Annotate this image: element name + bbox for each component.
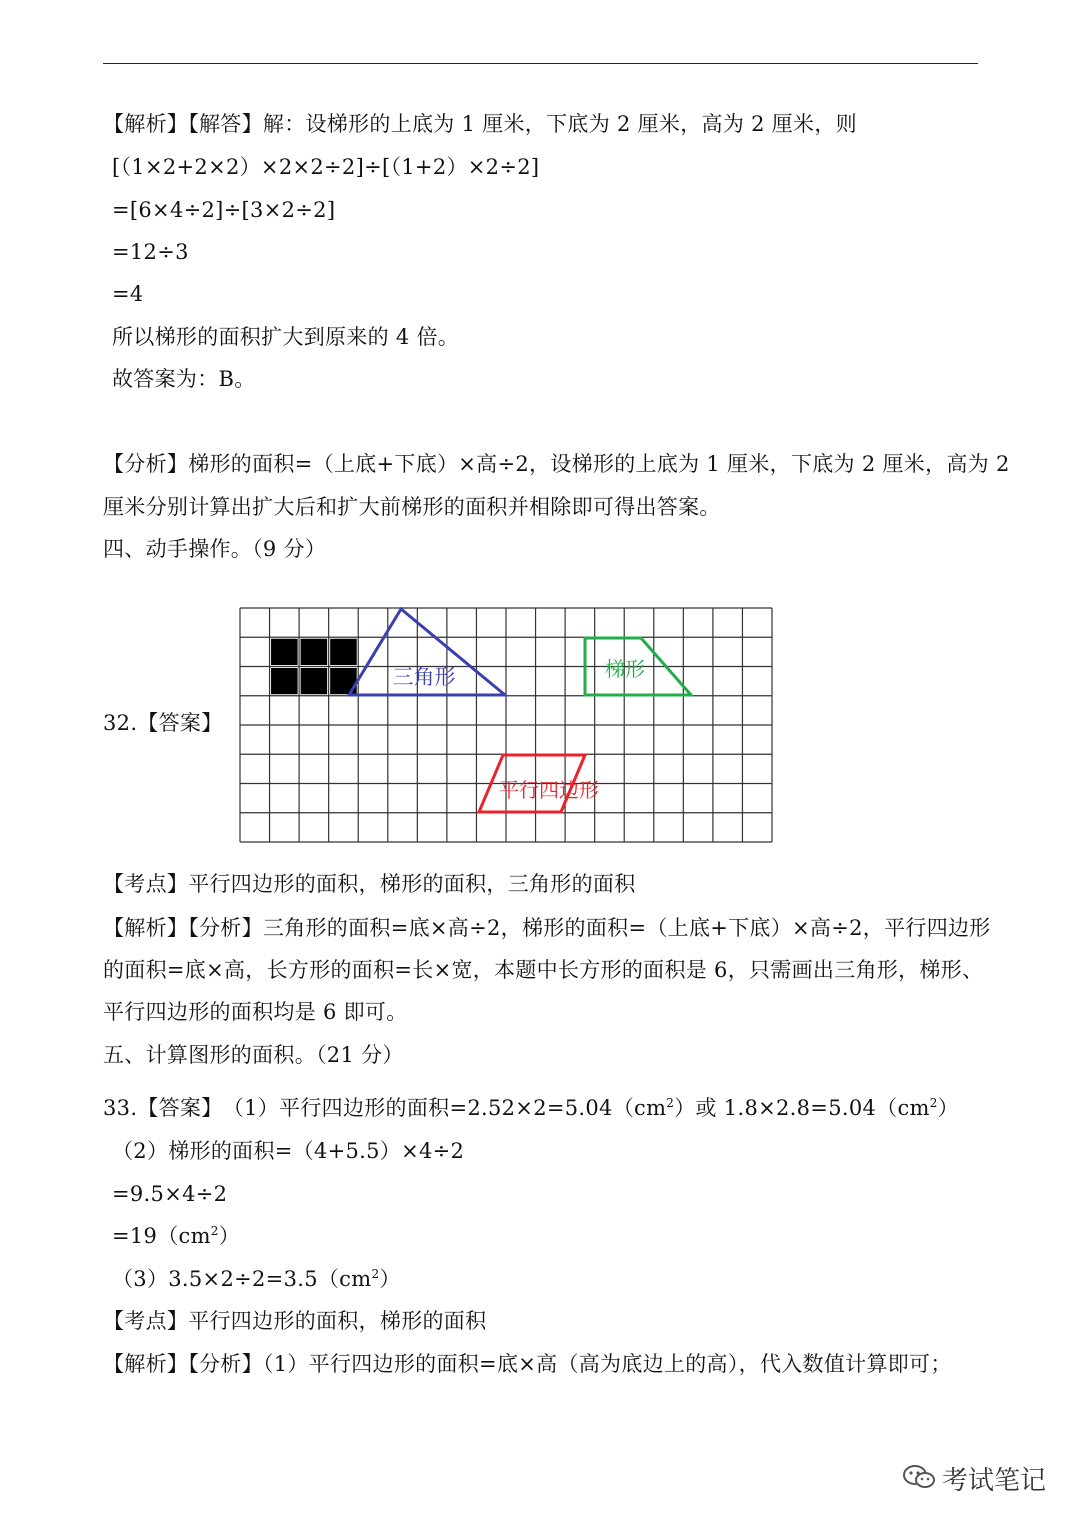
text-line: 故答案为：B。	[112, 367, 256, 391]
filled-square	[301, 668, 328, 694]
text-line: 的面积=底×高，长方形的面积=长×宽，本题中长方形的面积是 6，只需画出三角形，梯形、	[103, 958, 984, 982]
text-line: 【分析】梯形的面积=（上底+下底）×高÷2，设梯形的上底为 1 厘米，下底为 2 厘米，高为 2	[103, 452, 1010, 476]
text-line: $=19(cm^2)$	[112, 1224, 241, 1248]
grid-figure	[239, 607, 773, 843]
filled-square	[271, 668, 298, 694]
text-line: （2）梯形的面积=（4+5.5）×4÷2	[112, 1139, 465, 1163]
text-line: 【考点】平行四边形的面积，梯形的面积	[103, 1309, 487, 1333]
section-heading: 四、动手操作。（9 分）	[103, 537, 327, 561]
text-line: =4	[112, 282, 144, 306]
answer-label: 32.【答案】	[103, 711, 223, 735]
text-line: 33.【答案】 （1）平行四边形的面积$=2.52\times 2=5.04(cm^2)$或 $1.8\times 2.8=5.04(cm^2)$	[103, 1096, 959, 1120]
watermark	[902, 1460, 1046, 1497]
text-line: 所以梯形的面积扩大到原来的 4 倍。	[112, 325, 460, 349]
filled-square	[301, 639, 328, 665]
text-line: 平行四边形的面积均是 6 即可。	[103, 1000, 408, 1024]
trapezoid-label: 梯形	[605, 657, 645, 681]
text-line: =12÷3	[112, 240, 189, 264]
parallelogram-label: 平行四边形	[499, 778, 599, 802]
text-line: [（1×2+2×2）×2×2÷2]÷[（1+2）×2÷2]	[112, 155, 540, 179]
triangle-label: 三角形	[392, 665, 456, 689]
filled-square	[271, 639, 298, 665]
text-line: 厘米分别计算出扩大后和扩大前梯形的面积并相除即可得出答案。	[103, 495, 721, 519]
text-line: 【解析】【解答】解：设梯形的上底为 1 厘米，下底为 2 厘米，高为 2 厘米，则	[103, 112, 857, 136]
text-line: 【考点】平行四边形的面积，梯形的面积，三角形的面积	[103, 872, 636, 896]
text-line: $(3)3.5\times 2\div 2=3.5(cm^2)$	[112, 1267, 401, 1291]
header-rule	[103, 63, 978, 64]
wechat-icon	[902, 1463, 936, 1495]
text-line: =[6×4÷2]÷[3×2÷2]	[112, 198, 336, 222]
text-line: 【解析】【分析】（1）平行四边形的面积=底×高（高为底边上的高），代入数值计算即可；	[103, 1352, 952, 1376]
text-line: 【解析】【分析】三角形的面积=底×高÷2，梯形的面积=（上底+下底）×高÷2，平行四边形	[103, 916, 991, 940]
text-line: =9.5×4÷2	[112, 1182, 228, 1206]
filled-square	[330, 639, 357, 665]
section-heading: 五、计算图形的面积。（21 分）	[103, 1043, 404, 1067]
watermark-text: 考试笔记	[941, 1466, 1046, 1496]
